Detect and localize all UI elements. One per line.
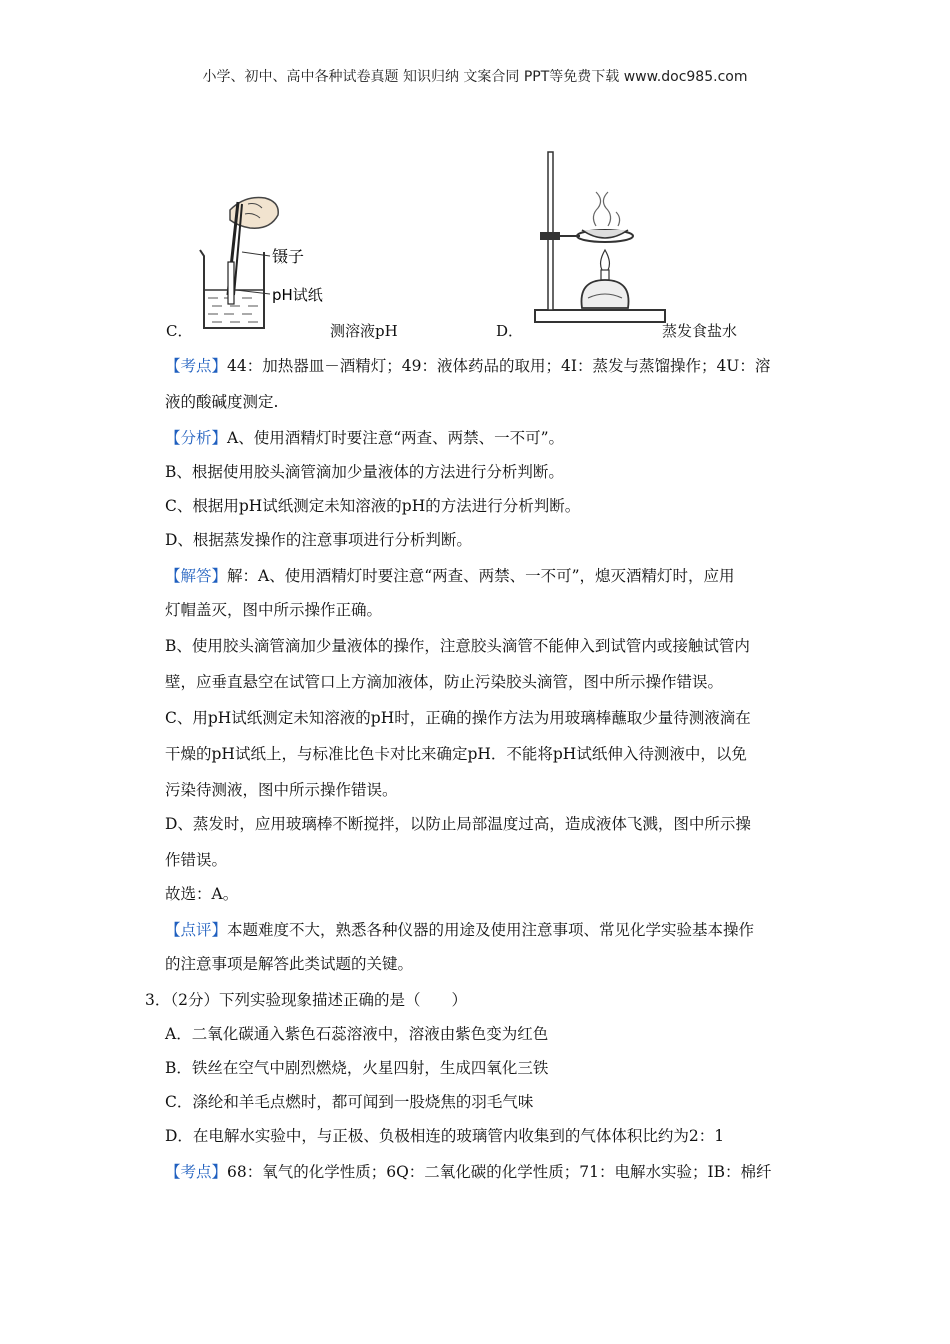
text-line — [165, 1024, 815, 1044]
line-text: C．涤纶和羊毛点燃时，都可闻到一股烧焦的羽毛气味 — [165, 1093, 534, 1111]
text-line — [165, 814, 815, 834]
line-text: 故选：A。 — [165, 885, 239, 903]
section-tag: 【分析】 — [165, 429, 228, 447]
line-text: 液的酸碱度测定. — [165, 393, 279, 411]
text-line — [165, 600, 815, 620]
line-text: C、用pH试纸测定未知溶液的pH时，正确的操作方法为用玻璃棒蘸取少量待测液滴在 — [165, 709, 751, 727]
line-text: 壁，应垂直悬空在试管口上方滴加液体，防止污染胶头滴管，图中所示操作错误。 — [165, 673, 724, 691]
text-line — [165, 392, 815, 412]
line-text: B、使用胶头滴管滴加少量液体的操作，注意胶头滴管不能伸入到试管内或接触试管内 — [165, 637, 750, 655]
line-text: 灯帽盖灭，图中所示操作正确。 — [165, 601, 383, 619]
ph-test-illustration — [190, 190, 350, 335]
option-d-caption: 蒸发食盐水 — [662, 322, 738, 340]
line-text: 3．（2分）下列实验现象描述正确的是（ ） — [145, 991, 467, 1009]
text-line — [165, 356, 815, 376]
ph-paper-label: pH试纸 — [272, 286, 323, 304]
text-line — [165, 1126, 815, 1146]
line-text: 的注意事项是解答此类试题的关键。 — [165, 955, 414, 973]
line-text: 污染待测液，图中所示操作错误。 — [165, 781, 398, 799]
section-tag: 【考点】 — [165, 1163, 228, 1181]
text-line — [165, 428, 815, 448]
section-tag: 【点评】 — [165, 921, 228, 939]
line-text: D、蒸发时，应用玻璃棒不断搅拌，以防止局部温度过高，造成液体飞溅，图中所示操 — [165, 815, 751, 833]
text-line — [165, 462, 815, 482]
text-line — [165, 1092, 815, 1112]
line-text: D．在电解水实验中，与正极、负极相连的玻璃管内收集到的气体体积比约为2：1 — [165, 1127, 725, 1145]
text-line — [145, 990, 795, 1010]
text-line — [165, 850, 815, 870]
text-line — [165, 708, 815, 728]
text-line — [165, 744, 815, 764]
option-c-label: C． — [166, 322, 193, 340]
option-c-caption: 测溶液pH — [330, 322, 398, 340]
line-text: B．铁丝在空气中剧烈燃烧，火星四射，生成四氧化三铁 — [165, 1059, 549, 1077]
line-text: 本题难度不大，熟悉各种仪器的用途及使用注意事项、常见化学实验基本操作 — [227, 921, 755, 939]
text-line — [165, 636, 815, 656]
option-d-label: D． — [496, 322, 524, 340]
line-text: 干燥的pH试纸上，与标准比色卡对比来确定pH．不能将pH试纸伸入待测液中，以免 — [165, 745, 747, 763]
text-line — [165, 780, 815, 800]
text-line — [165, 1058, 815, 1078]
text-line — [165, 530, 815, 550]
line-text: C、根据用pH试纸测定未知溶液的pH的方法进行分析判断。 — [165, 497, 581, 515]
text-line — [165, 566, 815, 586]
section-tag: 【考点】 — [165, 357, 228, 375]
line-text: A、使用酒精灯时要注意“两查、两禁、一不可”。 — [227, 429, 565, 447]
line-text: B、根据使用胶头滴管滴加少量液体的方法进行分析判断。 — [165, 463, 564, 481]
text-line — [165, 672, 815, 692]
line-text: 解：A、使用酒精灯时要注意“两查、两禁、一不可”，熄灭酒精灯时，应用 — [227, 567, 735, 585]
text-line — [165, 1162, 815, 1182]
section-tag: 【解答】 — [165, 567, 228, 585]
text-line — [165, 496, 815, 516]
text-line — [165, 884, 815, 904]
text-line — [165, 954, 815, 974]
text-line — [165, 920, 815, 940]
line-text: 44：加热器皿－酒精灯；49：液体药品的取用；4I：蒸发与蒸馏操作；4U：溶 — [227, 357, 771, 375]
evaporation-illustration — [530, 150, 670, 330]
page-header: 小学、初中、高中各种试卷真题 知识归纳 文案合同 PPT等免费下载 www.doc985.com — [202, 69, 748, 85]
line-text: 68：氧气的化学性质；6Q：二氧化碳的化学性质；71：电解水实验；IB：棉纤 — [227, 1163, 772, 1181]
line-text: 作错误。 — [165, 851, 228, 869]
tweezers-label: 镊子 — [272, 247, 305, 266]
line-text: D、根据蒸发操作的注意事项进行分析判断。 — [165, 531, 472, 549]
line-text: A．二氧化碳通入紫色石蕊溶液中，溶液由紫色变为红色 — [165, 1025, 549, 1043]
